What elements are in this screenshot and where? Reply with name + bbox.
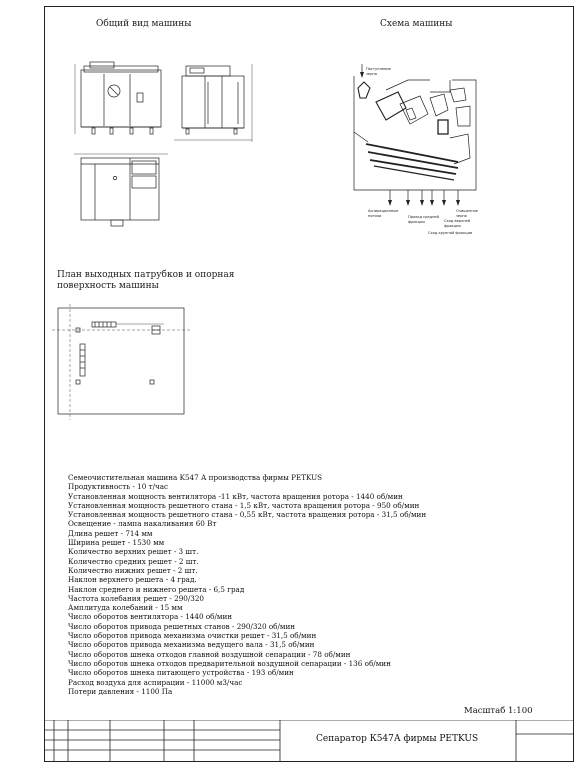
scheme-label-clean-2: зерно xyxy=(456,214,467,218)
spec-line: Частота колебания решет - 290/320 xyxy=(68,593,204,603)
outlet-plan-drawing xyxy=(52,298,194,426)
specifications xyxy=(68,473,528,696)
scheme-label-middle-1: Проход средней xyxy=(408,215,439,219)
spec-line: Число оборотов вентилятора - 1440 об/мин xyxy=(68,612,233,622)
scale-label: Масштаб 1:100 xyxy=(464,706,533,716)
scheme-label-aspiration-2: потоки xyxy=(368,214,382,218)
spec-line: Наклон среднего и нижнего решета - 6,5 град xyxy=(68,584,245,594)
plan-title xyxy=(57,270,234,292)
scheme-label-clean-1: Очищенное xyxy=(456,209,478,213)
spec-line: Продуктивность - 10 т/час xyxy=(68,482,169,492)
spec-line: Установленная мощность вентилятора -11 кВт, частота вращения ротора - 1440 об/мин xyxy=(68,491,403,501)
scheme-label-coarse-1: Сход верхней xyxy=(444,219,471,223)
spec-line: Длина решет - 714 мм xyxy=(68,528,153,538)
spec-line: Количество верхних решет - 3 шт. xyxy=(68,547,199,557)
spec-line: Амплитуда колебаний - 15 мм xyxy=(68,603,183,613)
scheme-label-aspiration-1: Аспирационные xyxy=(368,209,399,213)
spec-line: Наклон верхнего решета - 4 град. xyxy=(68,575,197,585)
spec-line: Расход воздуха для аспирации - 11000 м3/час xyxy=(68,677,243,687)
side-view-drawing xyxy=(172,60,264,146)
machine-scheme-drawing xyxy=(346,62,496,242)
spec-line: Установленная мощность решетного стана - 1,5 кВт, частота вращения ротора - 950 об/мин xyxy=(68,500,420,510)
spec-line: Число оборотов шнека питающего устройства - 193 об/мин xyxy=(68,668,294,678)
spec-line: Число оборотов шнека отходов предварительной воздушной сепарации - 136 об/мин xyxy=(68,658,391,668)
title-block xyxy=(44,720,574,762)
scheme-label-fine: Сход крупной фракции xyxy=(428,231,473,235)
spec-line: Число оборотов шнека отходов главной воздушной сепарации - 78 об/мин xyxy=(68,649,351,659)
scheme-label-inlet-1: Поступление xyxy=(366,67,391,71)
plan-title-line2: поверхность машины xyxy=(57,281,159,291)
scheme-label-coarse-2: фракции xyxy=(444,224,461,228)
front-view-drawing xyxy=(70,60,170,140)
general-view-title: Общий вид машины xyxy=(96,19,192,29)
spec-line: Потери давления - 1100 Па xyxy=(68,686,173,696)
spec-line: Число оборотов привода механизма очистки решет - 31,5 об/мин xyxy=(68,631,317,641)
spec-line: Установленная мощность решетного стана - 0,55 кВт, частота вращения ротора - 31,5 об/мин xyxy=(68,510,427,520)
spec-line: Ширина решет - 1530 мм xyxy=(68,538,165,548)
spec-line: Семеочистительная машина K547 А производства фирмы PETKUS xyxy=(68,473,323,482)
scheme-label-inlet-2: зерна xyxy=(366,72,377,76)
spec-line: Число оборотов привода решетных станов - 290/320 об/мин xyxy=(68,621,296,631)
spec-line: Количество средних решет - 2 шт. xyxy=(68,556,199,566)
plan-title-line1: План выходных патрубков и опорная xyxy=(57,270,235,280)
spec-line: Количество нижних решет - 2 шт. xyxy=(68,565,198,575)
scheme-label-middle-2: фракции xyxy=(408,220,425,224)
spec-line: Освещение - лампа накаливания 60 Вт xyxy=(68,519,217,529)
scheme-title: Схема машины xyxy=(380,19,453,29)
stamp-title: Сепаратор К547А фирмы PETKUS xyxy=(316,734,479,744)
spec-line: Число оборотов привода механизма ведущего вала - 31,5 об/мин xyxy=(68,640,315,650)
plan-view-drawing xyxy=(70,150,170,232)
